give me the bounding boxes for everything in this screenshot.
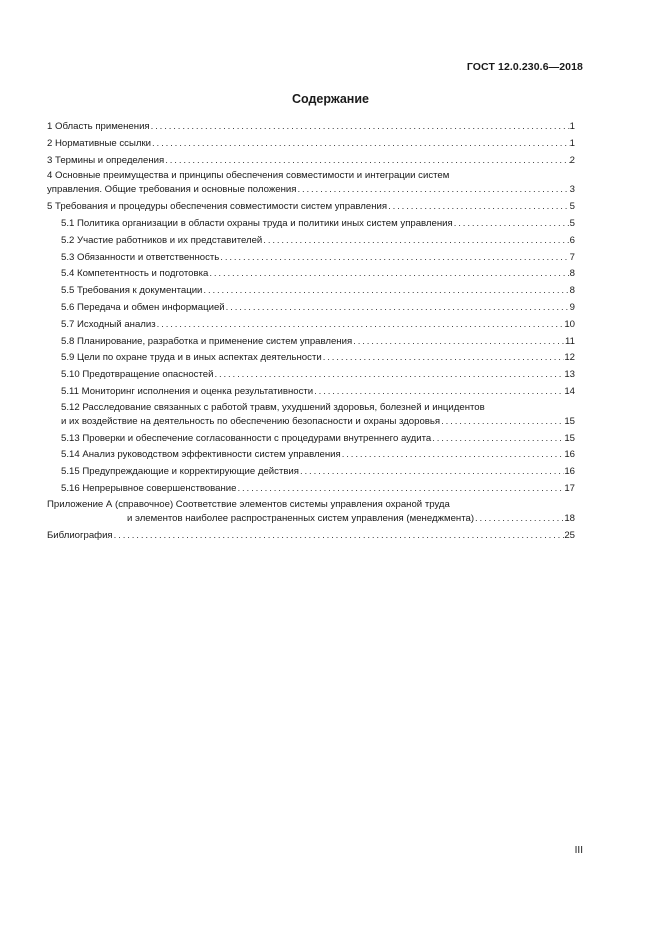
toc-entry-5-7[interactable] — [47, 317, 575, 334]
toc-leader-dots — [352, 334, 565, 351]
toc-entry-page: 15 — [564, 415, 575, 427]
toc-entry-text: и их воздействие на деятельность по обеспечению безопасности и охраны здоровья — [61, 415, 441, 427]
toc-entry-5-15[interactable] — [47, 464, 575, 481]
toc-entry-5-13[interactable] — [47, 431, 575, 448]
toc-entry-5-14[interactable] — [47, 447, 575, 464]
toc-entry-appendix-a-line1[interactable] — [47, 498, 575, 511]
toc-entry-text: 2 Нормативные ссылки — [47, 137, 152, 149]
toc-leader-dots — [431, 431, 564, 448]
toc-leader-dots — [322, 350, 565, 367]
toc-entry-page: 12 — [564, 352, 575, 364]
page-number: III — [574, 845, 583, 856]
toc-entry-text: 5.16 Непрерывное совершенствование — [61, 482, 237, 494]
toc-leader-dots — [219, 250, 569, 267]
toc-entry-page: 10 — [564, 318, 575, 330]
toc-entry-text: 4 Основные преимущества и принципы обеспечения совместимости и интеграции систем — [47, 170, 450, 182]
toc-entry-2[interactable] — [47, 136, 575, 153]
toc-entry-text: 5.3 Обязанности и ответственность — [61, 251, 220, 263]
toc-entry-page: 25 — [564, 529, 575, 541]
toc-entry-5-1[interactable] — [47, 216, 575, 233]
toc-leader-dots — [213, 367, 564, 384]
toc-entry-text: 5.8 Планирование, разработка и применение систем управления — [61, 335, 353, 347]
toc-entry-5-6[interactable] — [47, 300, 575, 317]
toc-entry-text: и элементов наиболее распространенных систем управления (менеджмента) — [127, 512, 475, 524]
toc-entry-page: 9 — [569, 301, 575, 313]
toc-entry-3[interactable] — [47, 153, 575, 170]
toc-entry-5-5[interactable] — [47, 283, 575, 300]
toc-entry-page: 16 — [564, 449, 575, 461]
toc-leader-dots — [202, 283, 569, 300]
toc-entry-5-12[interactable] — [47, 414, 575, 431]
toc-entry-page: 1 — [569, 121, 575, 132]
toc-entry-4[interactable] — [47, 182, 575, 199]
toc-entry-text: Приложение А (справочное) Соответствие элементов системы управления охраной труда — [47, 498, 450, 510]
toc-entry-page: 6 — [569, 234, 575, 246]
toc-entry-page: 13 — [564, 369, 575, 381]
toc-entry-page: 16 — [564, 466, 575, 478]
toc-leader-dots — [387, 199, 570, 216]
toc-entry-5-2[interactable] — [47, 233, 575, 250]
toc-entry-text: 5.2 Участие работников и их представителей — [61, 234, 263, 246]
toc-entry-5-8[interactable] — [47, 334, 575, 351]
toc-entry-text: 5.1 Политика организации в области охраны труда и политики иных систем управления — [61, 217, 453, 229]
toc-entry-page: 3 — [569, 184, 575, 196]
toc-entry-text: 3 Термины и определения — [47, 154, 165, 166]
toc-entry-text: 5 Требования и процедуры обеспечения совместимости систем управления — [47, 201, 388, 213]
toc-leader-dots — [262, 233, 569, 250]
toc-entry-5-16[interactable] — [47, 481, 575, 498]
toc-entry-page: 5 — [569, 217, 575, 229]
toc-entry-4-line1[interactable] — [47, 169, 575, 182]
toc-leader-dots — [151, 136, 570, 153]
toc-entry-5-12-line1[interactable] — [47, 401, 575, 414]
toc-entry-5[interactable] — [47, 199, 575, 216]
toc-entry-5-3[interactable] — [47, 250, 575, 267]
toc-entry-text: 5.14 Анализ руководством эффективности систем управления — [61, 449, 341, 461]
toc-entry-text: 5.7 Исходный анализ — [61, 318, 156, 330]
toc-leader-dots — [156, 317, 565, 334]
toc-entry-text: 1 Область применения — [47, 121, 150, 132]
toc-leader-dots — [341, 447, 565, 464]
toc-leader-dots — [299, 464, 564, 481]
toc-entry-page: 18 — [564, 512, 575, 524]
toc-title: Содержание — [291, 92, 369, 106]
toc-leader-dots — [113, 528, 565, 545]
toc-entry-appendix-a[interactable] — [47, 511, 575, 528]
toc-entry-text: 5.10 Предотвращение опасностей — [61, 369, 214, 381]
toc-entry-page: 15 — [564, 432, 575, 444]
toc-entry-5-11[interactable] — [47, 384, 575, 401]
table-of-contents — [47, 119, 575, 544]
toc-entry-page: 14 — [564, 385, 575, 397]
toc-leader-dots — [164, 153, 569, 170]
toc-leader-dots — [208, 266, 569, 283]
toc-entry-5-4[interactable] — [47, 266, 575, 283]
toc-leader-dots — [150, 119, 570, 136]
toc-entry-text: 5.6 Передача и обмен информацией — [61, 301, 225, 313]
toc-entry-text: 5.15 Предупреждающие и корректирующие действия — [61, 466, 299, 478]
toc-entry-page: 8 — [569, 268, 575, 280]
toc-leader-dots — [296, 182, 569, 199]
toc-entry-page: 11 — [565, 335, 575, 347]
toc-entry-text: 5.11 Мониторинг исполнения и оценка результативности — [61, 385, 314, 397]
toc-entry-bibliography[interactable] — [47, 528, 575, 545]
toc-entry-text: Библиография — [47, 529, 113, 541]
toc-entry-page: 2 — [569, 154, 575, 166]
toc-entry-text: 5.12 Расследование связанных с работой травм, ухудшений здоровья, болезней и инцидентов — [61, 401, 485, 413]
toc-entry-text: 5.9 Цели по охране труда и в иных аспектах деятельности — [61, 352, 322, 364]
toc-entry-text: 5.5 Требования к документации — [61, 285, 203, 297]
toc-entry-text: управления. Общие требования и основные положения — [47, 184, 297, 196]
toc-entry-page: 5 — [569, 201, 575, 213]
toc-entry-page: 1 — [569, 137, 575, 149]
toc-entry-page: 17 — [564, 482, 575, 494]
toc-entry-5-10[interactable] — [47, 367, 575, 384]
toc-entry-5-9[interactable] — [47, 350, 575, 367]
toc-entry-text: 5.13 Проверки и обеспечение согласованности с процедурами внутреннего аудита — [61, 432, 432, 444]
toc-leader-dots — [474, 511, 564, 528]
toc-leader-dots — [313, 384, 564, 401]
toc-leader-dots — [237, 481, 565, 498]
document-id: ГОСТ 12.0.230.6—2018 — [466, 61, 583, 73]
toc-entry-page: 7 — [569, 251, 575, 263]
toc-leader-dots — [440, 414, 564, 431]
toc-leader-dots — [453, 216, 570, 233]
toc-entry-1[interactable] — [47, 119, 575, 136]
toc-entry-text: 5.4 Компетентность и подготовка — [61, 268, 209, 280]
toc-leader-dots — [225, 300, 570, 317]
toc-entry-page: 8 — [569, 285, 575, 297]
